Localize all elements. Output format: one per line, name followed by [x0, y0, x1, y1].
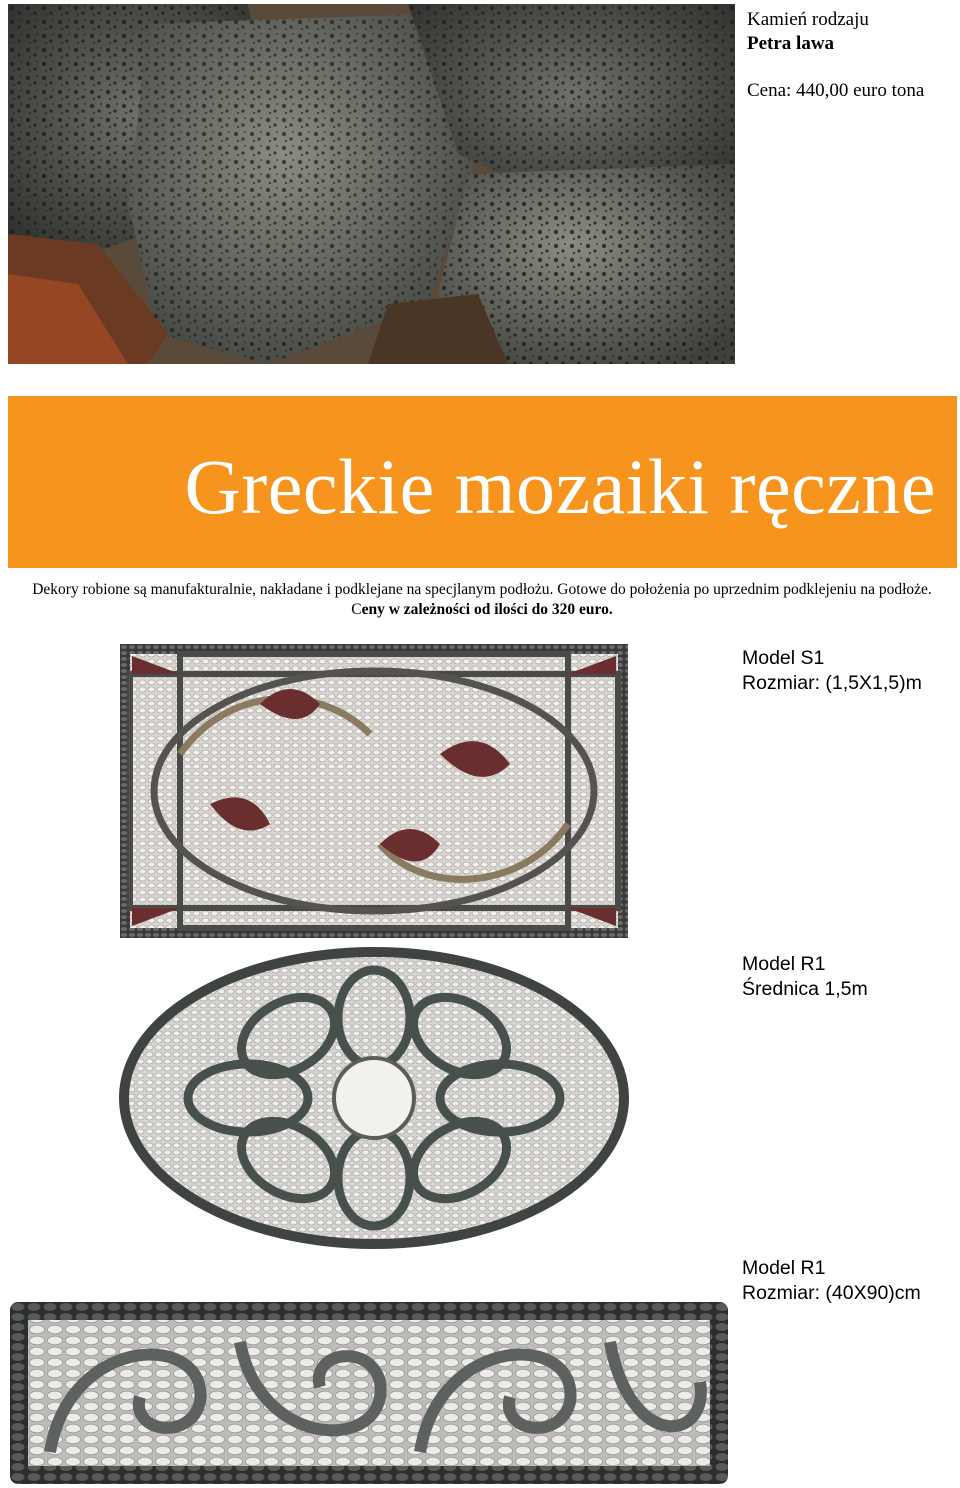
description-price-note: eny w zależności od ilości do 320 euro. — [361, 601, 613, 618]
model-s1-caption — [742, 646, 922, 696]
mosaic-s1-image — [120, 644, 628, 938]
model-r1-oval-caption — [742, 952, 868, 1002]
stone-name: Petra lawa — [747, 33, 835, 54]
mosaic-r1-oval-image — [118, 946, 630, 1250]
model-r1-strip-size: Rozmiar: (40X90)cm — [742, 1282, 921, 1304]
model-r1-strip-name: Model R1 — [742, 1257, 826, 1279]
mosaic-r1-strip-image — [10, 1302, 728, 1484]
model-s1-name: Model S1 — [742, 647, 825, 669]
model-r1-oval-name: Model R1 — [742, 953, 826, 975]
description-text: Dekory robione są manufakturalnie, nakładane i podklejane na specjlanym podłożu. Gotowe do położenia po uprzednim podklejeniu na podłoże. C — [32, 581, 932, 618]
lava-stone-photo — [8, 4, 735, 364]
mosaic-r1-strip-graphic — [10, 1302, 728, 1484]
page-title: Greckie mozaiki ręczne — [184, 443, 936, 530]
model-r1-strip-caption — [742, 1256, 921, 1306]
lava-stone-image — [8, 4, 735, 364]
mosaic-r1-oval-graphic — [118, 946, 630, 1250]
stone-type-text: Kamień rodzaju — [747, 9, 869, 30]
stone-type-label — [747, 8, 869, 56]
stone-price: Cena: 440,00 euro tona — [747, 80, 925, 101]
model-s1-size: Rozmiar: (1,5X1,5)m — [742, 672, 922, 694]
mosaic-s1-graphic — [120, 644, 628, 938]
description — [14, 580, 950, 620]
model-r1-oval-size: Średnica 1,5m — [742, 978, 868, 1000]
